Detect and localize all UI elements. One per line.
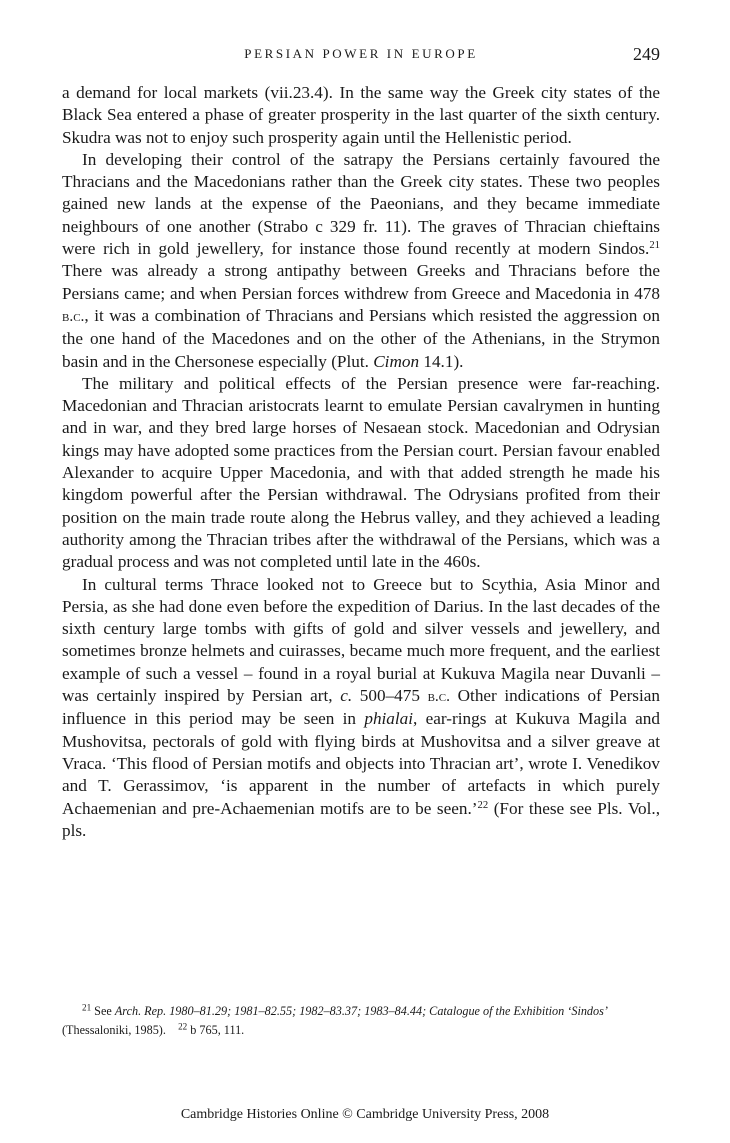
footnote [62,1002,660,1040]
era-abbrev: b.c. [427,688,450,706]
paragraph-1 [62,82,660,149]
footnote-21-rest: (Thessaloniki, 1985). [62,1023,166,1037]
paragraph-3-text: The military and political effects of the Persian presence were far-reaching. Macedonian and Thracian aristocrats learnt to emulate Persian cavalrymen in hunting and in war, and they bred large horses of Nesaean stock. Macedonian and Odrysian kings may have adopted some practices from the Persian court. Persian favour enabled Alexander to acquire Upper Macedonia, and with that added strength he made his kingdom powerful after the Persian withdrawal. The Odrysians profited from their position on the main trade route along the Hebrus valley, and they achieved a leading authority among the Thracian tribes after the withdrawal of the Persians, which was a gradual process and was not completed until late in the 460s. [62,373,660,572]
body-text [62,82,660,842]
paragraph-1-text: a demand for local markets (vii.23.4). In the same way the Greek city states of the Black Sea entered a phase of greater prosperity in the last quarter of the sixth century. Skudra was not to enjoy such prosperity again until the Hellenistic period. [62,83,660,147]
paragraph-4-text-b: 500–475 [352,686,428,706]
paragraph-2-text-d: 14.1). [419,351,464,371]
term-phialai: phialai [364,709,414,729]
era-abbrev: b.c. [62,307,85,325]
copyright-footer: Cambridge Histories Online © Cambridge University Press, 2008 [180,1107,550,1122]
paragraph-3 [62,373,660,574]
footnote-22-text: b 765, 111. [187,1023,245,1037]
footnote-number-22: 22 [178,1021,188,1032]
paragraph-4-text-a: In cultural terms Thrace looked not to Greece but to Scythia, Asia Minor and Persia, as she had done even before the expedition of Darius. In the last decades of the sixth century large tombs with gifts of gold and silver vessels and jewellery, and sometimes bronze helmets and cuirasses, became much more frequent, and the earliest example of such a vessel – found in a royal burial at Kukuva Magila near Duvanli – was certainly inspired by Persian art, [62,574,660,706]
paragraph-4-text-c: Other indications of Persian influence in this period may be seen in [62,686,660,729]
footnote-ref-21: 21 [649,240,660,252]
work-title-cimon: Cimon [373,351,420,371]
paragraph-2-text-b: There was already a strong antipathy between Greeks and Thracians before the Persians came; and when Persian forces withdrew from Greece and Macedonia in 478 [62,261,660,303]
footnote-number-21: 21 [82,1002,92,1013]
running-title: PERSIAN POWER IN EUROPE [244,46,478,61]
paragraph-4-text-e: (For these see Pls. Vol., pls. [62,798,661,840]
circa-abbrev: c. [340,686,353,706]
footnote-21-see: See [91,1004,115,1018]
paragraph-4 [62,574,660,843]
paragraph-2-text-c: , it was a combination of Thracians and Persians which resisted the aggression on the one hand of the Macedones and on the other of the Athenians, in the Strymon basin and in the Chersonese especially (Plut. [62,305,660,371]
footnote-21-citation: Arch. Rep. 1980–81.29; 1981–82.55; 1982–83.37; 1983–84.44; Catalogue of the Exhibition ‘Sindos’ [114,1004,608,1018]
paragraph-4-text-d: , ear-rings at Kukuva Magila and Mushovitsa, pectorals of gold with flying birds at Mushovitsa and a silver greave at Vraca. ‘This flood of Persian motifs and objects into Thracian art’, wrote I. Venedikov and T. Gerassimov, ‘is apparent in the number of artefacts in which purely Achaemenian and pre-Achaemenian motifs are to be seen.’ [62,709,660,818]
paragraph-2-text-a: In developing their control of the satrapy the Persians certainly favoured the Thracians and the Macedonians rather than the Greek city states. These two peoples gained new lands at the expense of the Paeonians, and they became immediate neighbours of one another (Strabo c 329 fr. 11). The graves of Thracian chieftains were rich in gold jewellery, for instance those found recently at modern Sindos. [62,149,660,259]
page-number: 249 [633,44,660,64]
footnotes [62,1002,660,1040]
running-head [62,44,660,68]
paragraph-2 [62,149,660,373]
footnote-ref-22: 22 [477,799,489,811]
